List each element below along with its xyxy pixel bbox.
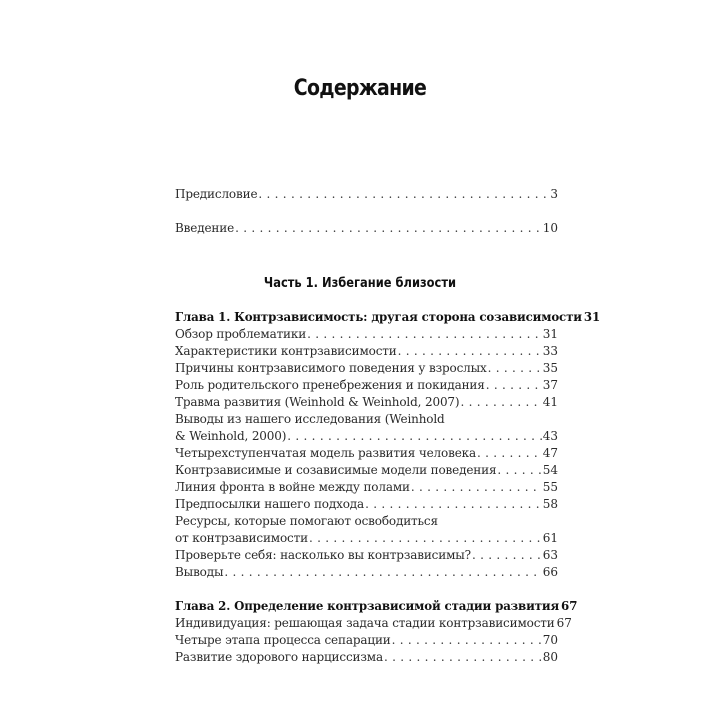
toc-entry[interactable]: Причины контрзависимого поведения у взрослых . . . 35 bbox=[175, 360, 558, 377]
toc-entry[interactable]: & Weinhold, 2000) . . . 43 bbox=[175, 428, 558, 445]
toc-entry[interactable]: Характеристики контрзависимости . . . 33 bbox=[175, 343, 558, 360]
toc-entry[interactable]: Травма развития (Weinhold & Weinhold, 2007) . . . 41 bbox=[175, 394, 558, 411]
page-title: Содержание bbox=[293, 76, 427, 101]
toc-entry[interactable]: Контрзависимые и созависимые модели поведения . . . 54 bbox=[175, 462, 558, 479]
toc-entry[interactable]: Четырехступенчатая модель развития человека . . . 47 bbox=[175, 445, 558, 462]
toc-entry[interactable]: Роль родительского пренебрежения и покидания . . . 37 bbox=[175, 377, 558, 394]
toc-entry[interactable]: Выводы . . . 66 bbox=[175, 564, 558, 581]
toc-entry-preface[interactable]: Предисловие . . . 3 bbox=[175, 186, 558, 203]
toc-entry[interactable]: от контрзависимости . . . 61 bbox=[175, 530, 558, 547]
toc-chapter-heading[interactable]: Глава 1. Контрзависимость: другая сторона созависимости 31 bbox=[175, 310, 601, 324]
toc-entry[interactable]: Линия фронта в войне между полами . . . 55 bbox=[175, 479, 558, 496]
toc-entry[interactable]: Обзор проблематики . . . 31 bbox=[175, 326, 558, 343]
toc-chapter-heading[interactable]: Глава 2. Определение контрзависимой стадии развития 67 bbox=[175, 599, 578, 613]
toc-entry[interactable]: Развитие здорового нарциссизма . . . 80 bbox=[175, 649, 558, 666]
toc-entry-line1[interactable]: Выводы из нашего исследования (Weinhold bbox=[175, 412, 445, 426]
toc-entry[interactable]: Четыре этапа процесса сепарации . . . 70 bbox=[175, 632, 558, 649]
part-heading: Часть 1. Избегание близости bbox=[263, 275, 457, 291]
toc-entry[interactable]: Проверьте себя: насколько вы контрзависимы? . . . 63 bbox=[175, 547, 558, 564]
toc-entry[interactable]: Индивидуация: решающая задача стадии контрзависимости 67 bbox=[175, 616, 572, 630]
toc-entry-introduction[interactable]: Введение . . . 10 bbox=[175, 220, 558, 237]
toc-entry-line1[interactable]: Ресурсы, которые помогают освободиться bbox=[175, 514, 438, 528]
toc-entry[interactable]: Предпосылки нашего подхода . . . 58 bbox=[175, 496, 558, 513]
